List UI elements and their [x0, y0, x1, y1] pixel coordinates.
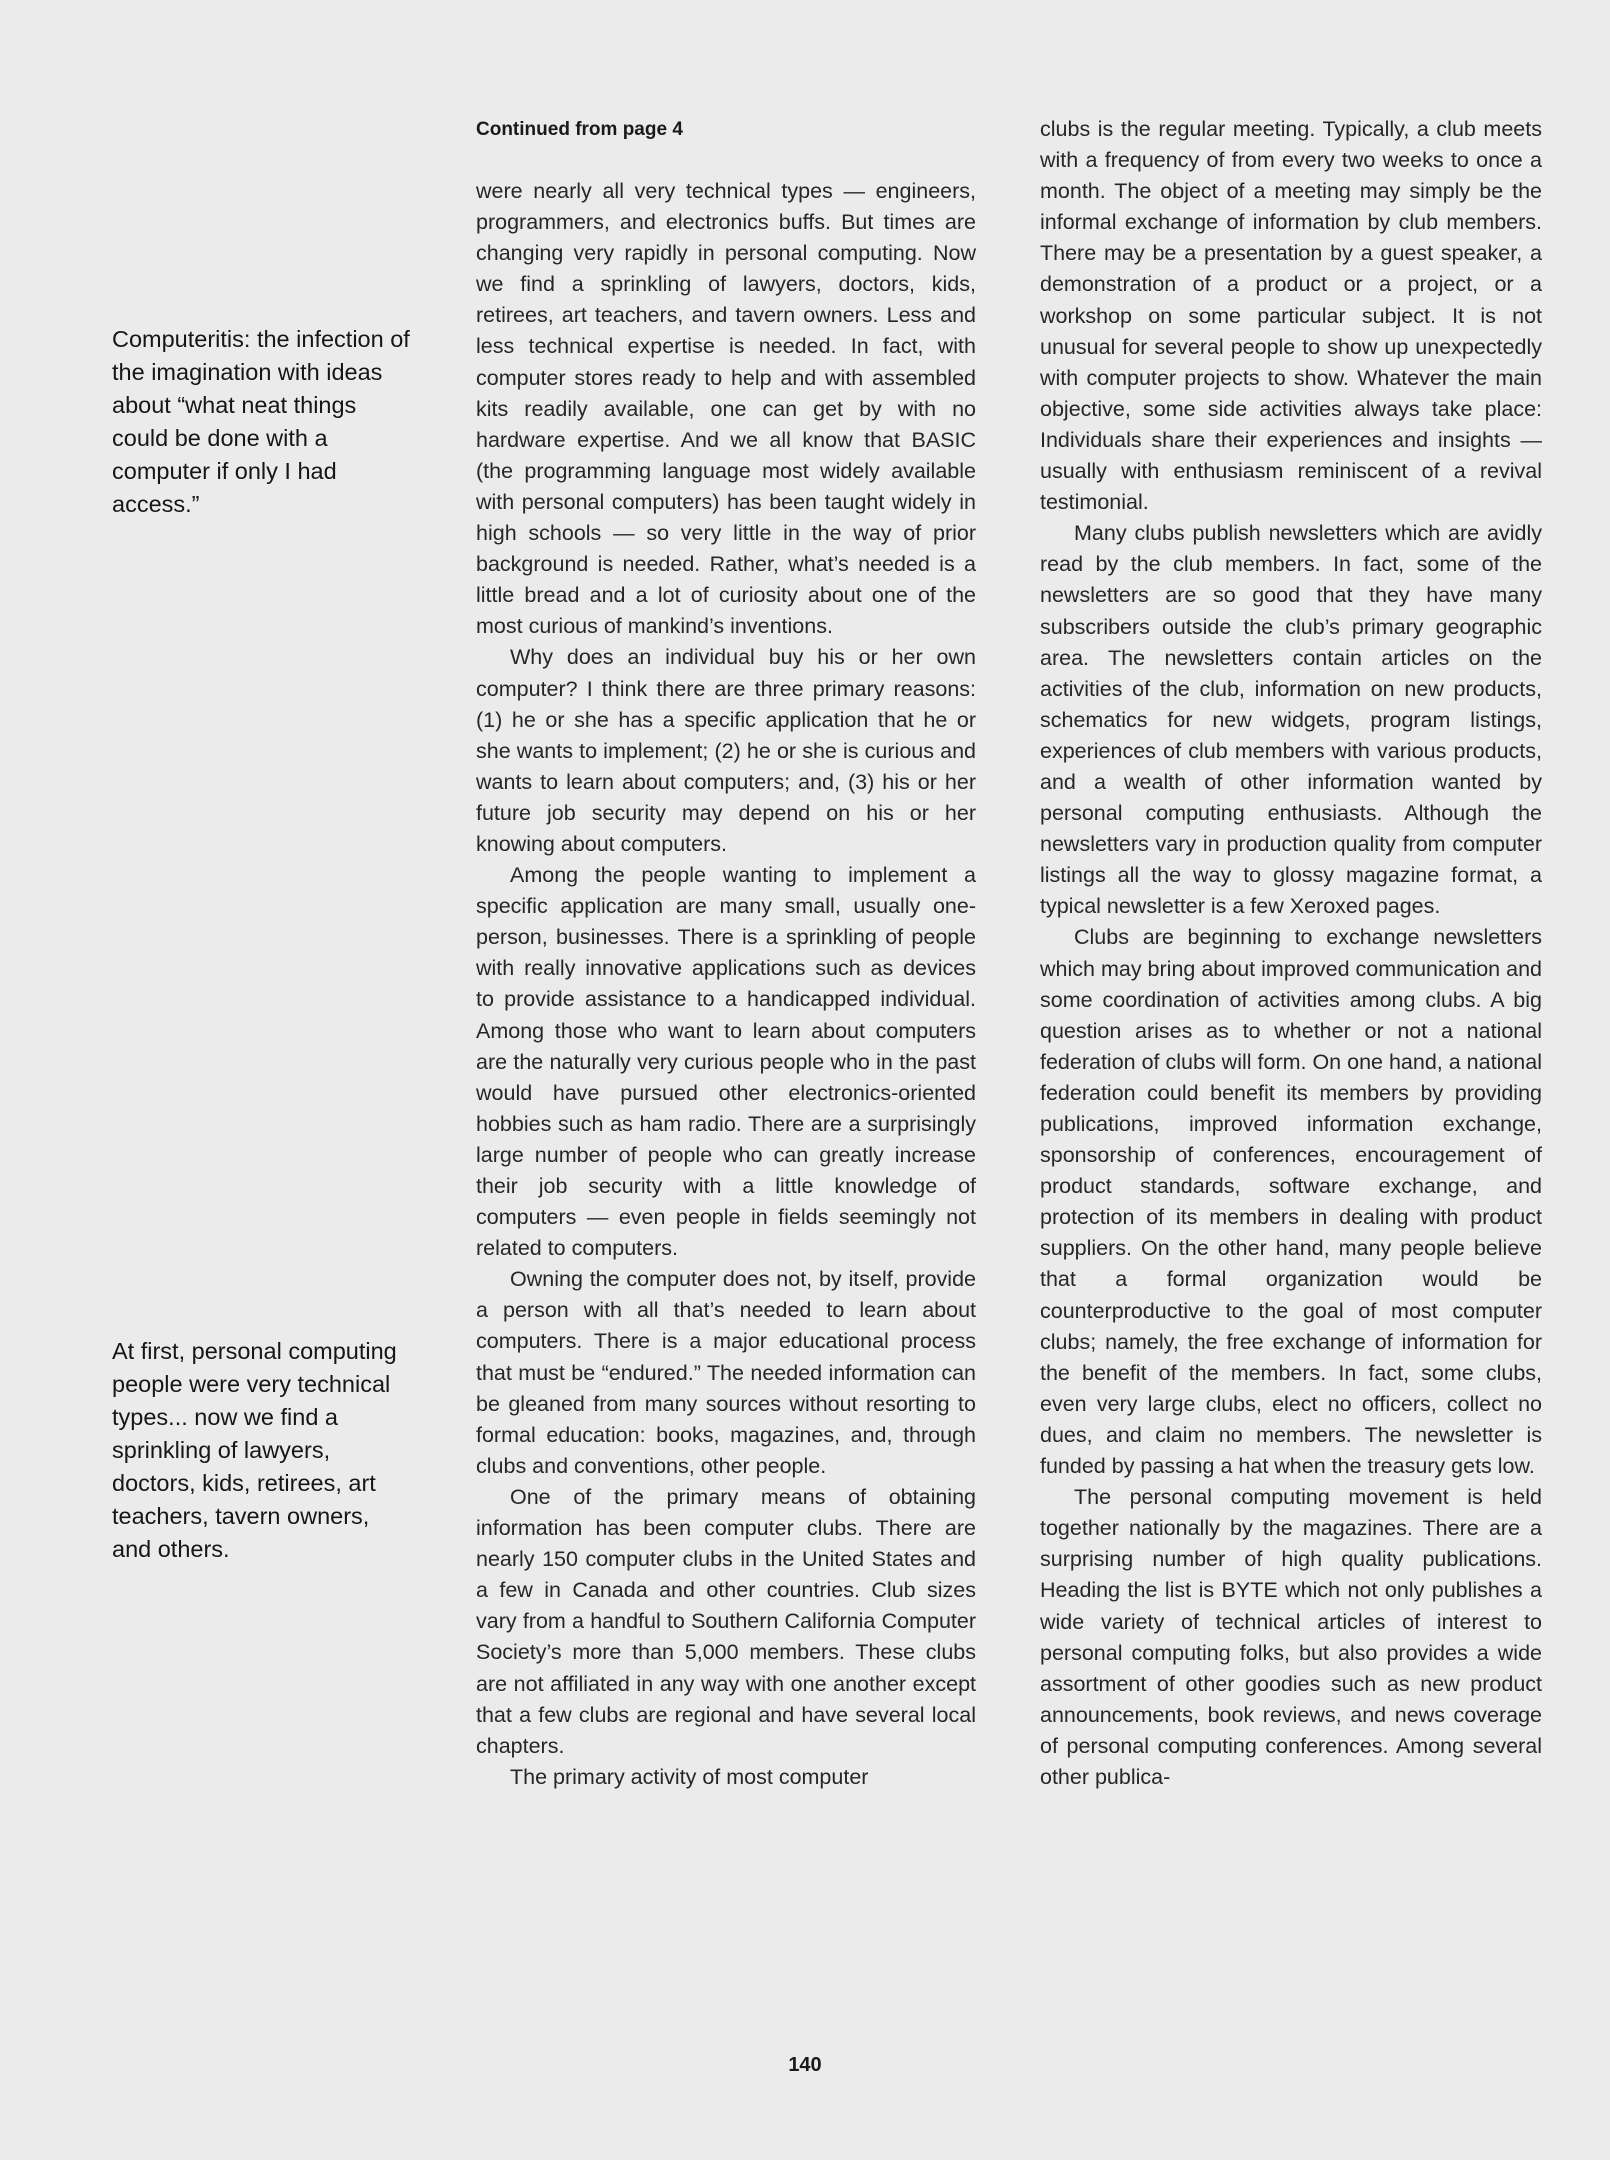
paragraph: Clubs are beginning to exchange newsletters which may bring about improved communication and some coordination of activities among clubs. A big question arises as to whether or not a national federation of clubs will form. On one hand, a national federation could benefit its members by providing publications, improved information exchange, sponsorship of conferences, encouragement of product standards, software exchange, and protection of its members in dealing with product suppliers. On the other hand, many people believe that a formal organization would be counterproductive to the goal of most computer clubs; namely, the free exchange of information for the benefit of the members. In fact, some clubs, even very large clubs, elect no officers, collect no dues, and claim no members. The newsletter is funded by passing a hat when the treasury gets low.	[1040, 925, 1542, 1479]
pull-quote-technical-types: At first, personal computing people were very technical types... now we find a sprinkling of lawyers, doctors, kids, retirees, art teachers, tavern owners, and others.	[112, 1338, 397, 1562]
paragraph: Why does an individual buy his or her own computer? I think there are three primary reasons: (1) he or she has a specific application that he or she wants to implement; (2) he or she is curious and wants to learn about computers; and, (3) his or her future job security may depend on his or her knowing about computers.	[476, 645, 976, 856]
paragraph: clubs is the regular meeting. Typically, a club meets with a frequency of from every two weeks to once a month. The object of a meeting may simply be the informal exchange of information by club members. There may be a presentation by a guest speaker, a demonstration of a product or a project, or a workshop on some particular subject. It is not unusual for several people to show up unexpectedly with computer projects to show. Whatever the main objective, some side activities always take place: Individuals share their experiences and insights — usually with enthusiasm reminiscent of a revival testimonial.	[1040, 117, 1542, 515]
article-column-right	[1040, 114, 1542, 1793]
paragraph: Owning the computer does not, by itself, provide a person with all that’s needed to learn about computers. There is a major educational process that must be “endured.” The needed information can be gleaned from many sources without resorting to formal education: books, magazines, and, through clubs and conventions, other people.	[476, 1267, 976, 1478]
article-column-middle	[476, 118, 976, 1793]
paragraph: The personal computing movement is held together nationally by the magazines. There are a surprising number of high quality publications. Heading the list is BYTE which not only publishes a wide variety of technical articles of interest to personal computing folks, but also provides a wide assortment of other goodies such as new product announcements, book reviews, and news coverage of personal computing conferences. Among several other publica-	[1040, 1485, 1542, 1789]
page-number: 140	[788, 2054, 822, 2076]
paragraph: were nearly all very technical types — engineers, programmers, and electronics buffs. But times are changing very rapidly in personal computing. Now we find a sprinkling of lawyers, doctors, kids, retirees, art teachers, and tavern owners. Less and less technical expertise is needed. In fact, with computer stores ready to help and with assembled kits readily available, one can get by with no hardware expertise. And we all know that BASIC (the programming language most widely available with personal computers) has been taught widely in high schools — so very little in the way of prior background is needed. Rather, what’s needed is a little bread and a lot of curiosity about one of the most curious of mankind’s inventions.	[476, 179, 976, 639]
paragraph: Among the people wanting to implement a specific application are many small, usually one-person, businesses. There is a sprinkling of people with really innovative applications such as devices to provide assistance to a handicapped individual. Among those who want to learn about computers are the naturally very curious people who in the past would have pursued other electronics-oriented hobbies such as ham radio. There are a surprisingly large number of people who can greatly increase their job security with a little knowledge of computers — even people in fields seemingly not related to computers.	[476, 863, 976, 1261]
pull-quote-computeritis: Computeritis: the infection of the imagination with ideas about “what neat things could be done with a computer if only I had access.”	[112, 326, 410, 517]
paragraph: Many clubs publish newsletters which are avidly read by the club members. In fact, some of the newsletters are so good that they have many subscribers outside the club’s primary geographic area. The newsletters contain articles on the activities of the club, information on new products, schematics for new widgets, program listings, experiences of club members with various products, and a wealth of other information wanted by personal computing enthusiasts. Although the newsletters vary in production quality from computer listings all the way to glossy magazine format, a typical newsletter is a few Xeroxed pages.	[1040, 521, 1542, 919]
paragraph: The primary activity of most computer	[510, 1764, 869, 1789]
continued-from-label: Continued from page 4	[476, 119, 683, 140]
paragraph: One of the primary means of obtaining information has been computer clubs. There are nearly 150 computer clubs in the United States and a few in Canada and other countries. Club sizes vary from a handful to Southern California Computer Society’s more than 5,000 members. These clubs are not affiliated in any way with one another except that a few clubs are regional and have several local chapters.	[476, 1484, 976, 1758]
